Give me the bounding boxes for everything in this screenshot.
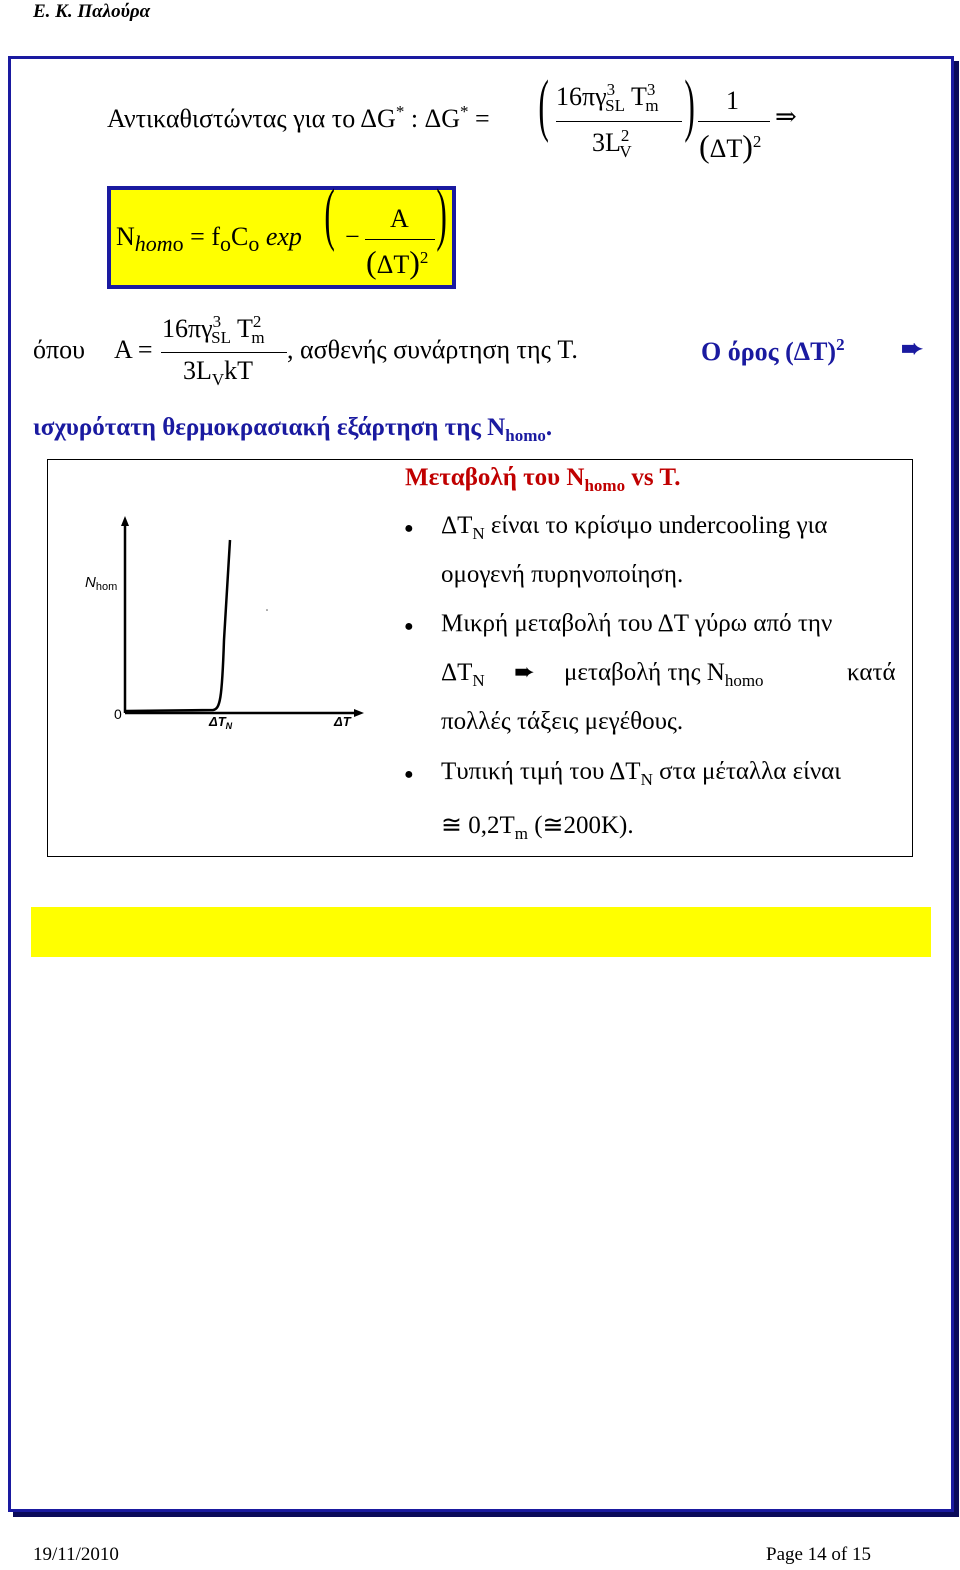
b3-sub: N [640,770,653,789]
nhom-vs-dt-graph [48,460,408,856]
bullet-3: ● [404,766,414,783]
eq2-exp: exp [259,222,302,251]
eq1-denominator [592,126,632,162]
eq1-dt-sup: 2 [752,132,762,151]
oros-sup: 2 [836,335,845,354]
bullet-2-middle [564,659,764,691]
oros-label: Ο όρος (ΔT) [701,337,837,366]
eq3-num-m: m [251,328,265,347]
eq1-star2: * [460,102,469,121]
eq1-den-sup2: 2 [620,126,630,145]
line4-sub: homo [505,426,546,445]
b2-c: μεταβολή της N [564,659,725,686]
dtn-label-text: ΔT [209,714,226,729]
b1-sub: N [472,524,485,543]
eq1-dt: $(\Delta T)^2$ [699,128,762,164]
eq1-num-m: m [645,96,659,115]
origin-label: 0 [114,706,122,722]
eq1-lparen: ( [538,67,549,144]
eq2-hom: hom [134,231,173,256]
eq3-num-sup2: 2 [252,312,262,331]
bullet-1-line1 [441,512,903,544]
b2-b: ΔT [441,659,473,686]
bullet-2-line3: πολλές τάξεις μεγέθους. [441,708,684,735]
b1-a: ΔT [441,512,473,539]
opou-label: όπου [33,335,85,364]
eq1-colon: : ΔG [404,104,461,133]
y-axis-label [85,574,117,593]
highlight-bar [31,907,931,957]
eq2-dt-sup: 2 [419,248,429,267]
eq3-comment: , ασθενής συνάρτηση της T. [287,335,578,364]
b2-sub2: homo [724,671,764,690]
eq2-dt: $(\Delta T)^2$ [366,244,429,280]
eq2-lhs [116,222,302,257]
eq2-lparen: ( [324,176,335,253]
footer-date: 19/11/2010 [33,1544,119,1565]
bullet-2-kata: κατά [847,659,896,686]
bullet-2-arrow-icon: ➨ [514,659,535,686]
b2-sub: N [472,671,485,690]
b1-b: είναι το κρίσιμο undercooling για [484,512,828,539]
bullet-2: ● [404,618,414,635]
eq2-o: o [172,231,184,256]
author-header: Ε. Κ. Παλούρα [33,1,151,22]
y-axis-arrow [121,516,129,526]
eq1-one: 1 [726,86,739,115]
eq1-num-sup3b: 3 [646,80,656,99]
eq2-rparen: ) [436,176,447,253]
eq2-n: N [116,222,135,251]
eq2-fo: o [220,231,231,256]
y-label-sub: hom [95,581,118,593]
strong-dependence-line [33,414,552,446]
eq1-frac-line [556,121,682,122]
bullet-3-line1 [441,758,841,790]
panel-title-text: Μεταβολή του N [405,464,585,491]
y-label-n: N [85,574,96,591]
line4-text: ισχυρότατη θερμοκρασιακή εξάρτηση της N [33,414,506,441]
eq3-num-t: T [230,314,253,343]
oros-text [701,335,845,367]
eq2-eq: = f [183,222,220,251]
b3-d: (≅200K). [527,812,634,839]
eq1-num-sup3: 3 [606,80,616,99]
eq1-num-a: 16πγ [556,82,607,111]
eq1-rparen: ) [684,67,695,144]
eq3-num: 16πγ [162,314,213,343]
eq1-den-a: 3L [592,128,621,157]
eq3-den: 3L [183,356,212,385]
b3-c: ≅ 0,2T [441,812,515,839]
eq1-dt-text: ΔT [709,134,743,163]
eq1-intro [107,102,490,134]
panel-title-end: vs T. [625,464,681,491]
eq3-num-sup3: 3 [212,312,222,331]
eq2-a: A [390,204,409,233]
eq1-intro-text: Αντικαθιστώντας για το ΔG [107,104,396,133]
bullet-1-line2: ομογενή πυρηνοποίηση. [441,561,684,588]
b3-sub2: m [514,824,528,843]
bullet-1: ● [404,520,414,537]
eq3-den-kt: kT [224,356,254,385]
nhom-curve [125,540,230,711]
arrow-icon: ➨ [901,334,923,363]
eq2-co: o [248,231,260,256]
eq1-star: * [395,102,405,121]
eq3-num-sl: SL [211,328,231,347]
eq3-frac-line [161,352,287,353]
eq2-dt-text: ΔT [376,250,410,279]
bullet-2-line1: Μικρή μεταβολή του ΔT γύρω από την [441,610,833,637]
dtn-label-sub: N [225,721,233,731]
eq1-numerator [556,80,659,116]
eq1-implies: ⇒ [775,102,797,131]
bullet-2-dtn [441,659,485,691]
eq1-equals: = [468,104,490,133]
panel-title-sub: homo [584,476,626,495]
line4-dot: . [545,414,553,441]
eq3-numerator [162,312,265,348]
eq2-c: C [231,222,249,251]
eq1-den-v: V [619,142,632,161]
panel-title [405,464,680,496]
speck [266,609,268,611]
eq3-denominator [183,356,253,390]
bullet-3-line2 [441,810,634,844]
eq3-a-eq: A = [114,335,153,364]
eq3-den-v: V [211,370,225,389]
dt-axis-label: ΔT [334,714,351,729]
eq1-frac-line2 [698,121,770,122]
b3-a: Τυπική τιμή του ΔT [441,758,641,785]
x-axis-arrow [354,709,364,717]
eq1-num-sl: SL [605,96,625,115]
dtn-label [209,714,232,731]
eq1-num-t: T [624,82,647,111]
footer-page: Page 14 of 15 [766,1544,872,1565]
eq2-minus: − [345,222,360,251]
eq2-frac-line [365,239,435,240]
b3-b: στα μέταλλα είναι [652,758,841,785]
